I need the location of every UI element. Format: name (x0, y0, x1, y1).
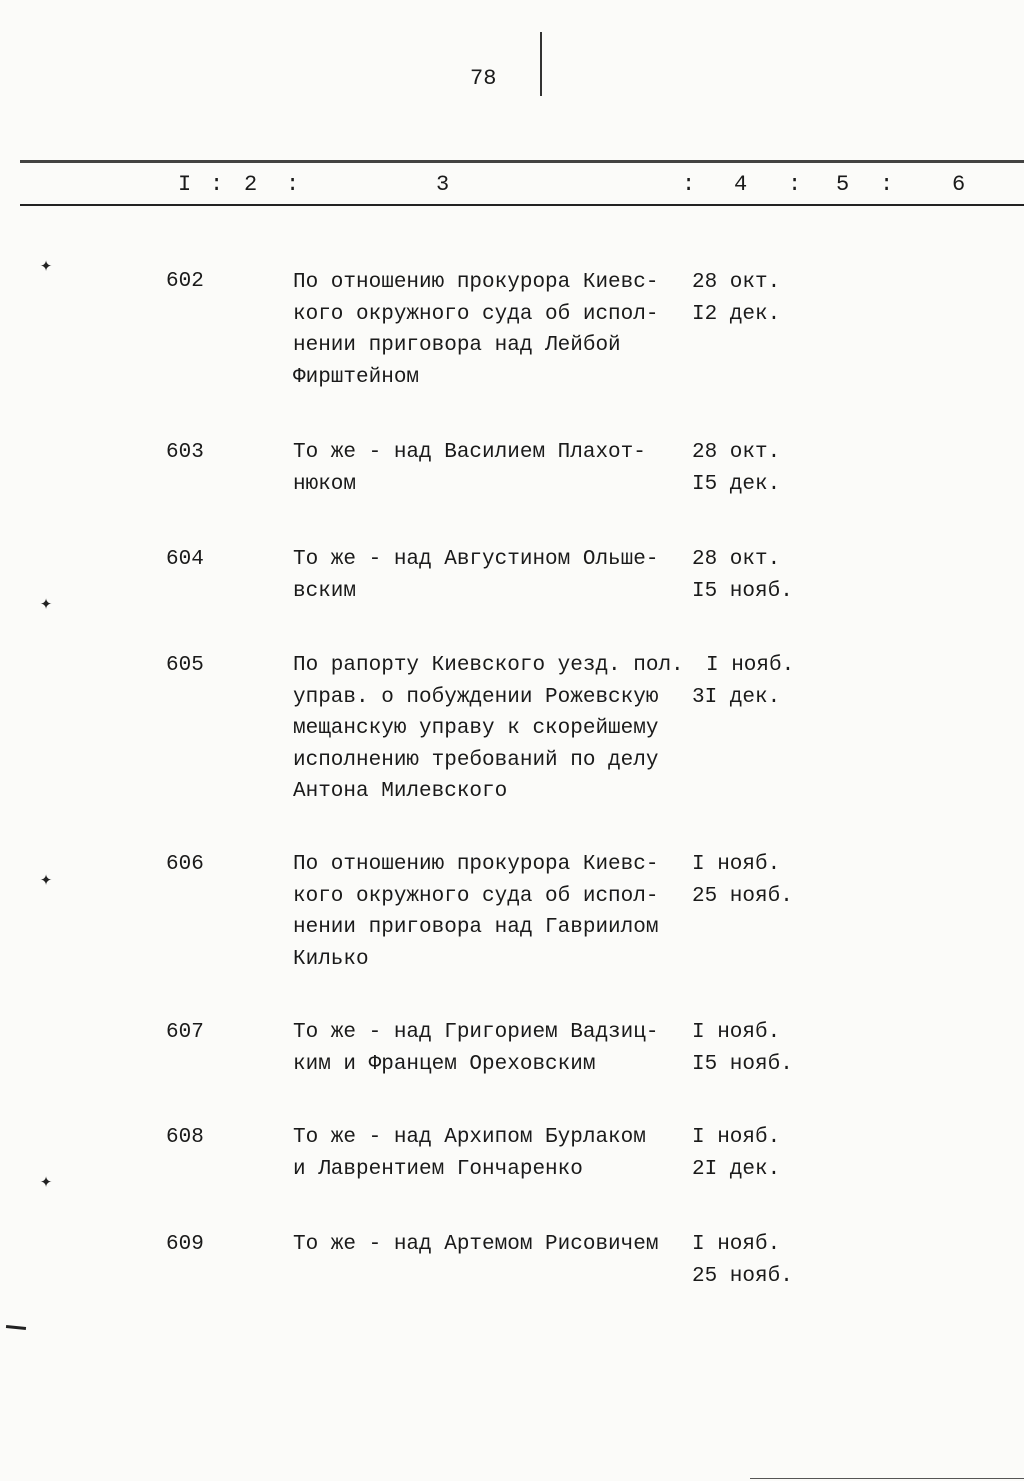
entry-line: нении приговора над Гавриилом (293, 916, 659, 939)
entry-dates (692, 1122, 780, 1185)
entry-line: нюком (293, 472, 357, 496)
entry-dates (692, 1017, 793, 1080)
entry-line: нении приговора над Лейбой (293, 334, 621, 357)
margin-mark (540, 32, 542, 96)
entry-line: То же - над Василием Плахот- (293, 441, 646, 464)
entry-line: ким и Францем Ореховским (293, 1052, 596, 1076)
entry-description (293, 650, 693, 808)
scan-artifact-dash (6, 1325, 26, 1330)
entry-date-end: I5 нояб. (692, 579, 793, 603)
entry-line: кого окружного суда об испол- (293, 302, 659, 326)
entry-description (293, 1122, 693, 1185)
column-separator: : (286, 172, 300, 197)
entry-line: По рапорту Киевского уезд. пол. (293, 654, 684, 677)
entry-description (293, 267, 693, 393)
column-header-3: 3 (436, 172, 450, 197)
entry-date-end: I2 дек. (692, 302, 781, 326)
entry-dates (692, 544, 793, 607)
entry-number: 605 (166, 654, 204, 677)
entry-date-start: I нояб. (706, 654, 795, 677)
entry-number: 602 (166, 270, 204, 293)
entry-dates (692, 437, 780, 500)
entry-date-end: 2I дек. (692, 1157, 781, 1181)
header-rule-bottom (20, 204, 1024, 206)
entry-line: управ. о побуждении Рожевскую (293, 685, 659, 709)
entry-line: Килько (293, 947, 369, 971)
column-header-2: 2 (244, 172, 258, 197)
entry-date-start: I нояб. (692, 1233, 781, 1256)
entry-date-end: 25 нояб. (692, 884, 793, 908)
column-separator: : (788, 172, 802, 197)
entry-line: исполнению требований по делу (293, 748, 659, 772)
entry-date-end: 3I дек. (692, 685, 781, 709)
entry-line: То же - над Архипом Бурлаком (293, 1126, 646, 1149)
entry-date-start: I нояб. (692, 1126, 781, 1149)
column-header-1: I (178, 172, 192, 197)
entry-dates (692, 650, 795, 713)
entry-line: То же - над Артемом Рисовичем (293, 1233, 659, 1256)
entry-date-start: 28 окт. (692, 548, 781, 571)
entry-number: 607 (166, 1021, 204, 1044)
entry-date-end: I5 дек. (692, 472, 781, 496)
column-separator: : (682, 172, 696, 197)
entry-line: вским (293, 579, 357, 603)
entry-description (293, 1229, 693, 1261)
entry-number: 608 (166, 1126, 204, 1149)
entry-number: 606 (166, 853, 204, 876)
entry-description (293, 544, 693, 607)
page-number: 78 (470, 66, 497, 91)
entry-line: мещанскую управу к скорейшему (293, 717, 659, 740)
entry-date-start: I нояб. (692, 853, 781, 876)
entry-line: и Лаврентием Гончаренко (293, 1157, 583, 1181)
entry-description (293, 849, 693, 975)
entry-line: То же - над Григорием Вадзиц- (293, 1021, 659, 1044)
entry-description (293, 1017, 693, 1080)
entry-line: То же - над Августином Ольше- (293, 548, 659, 571)
header-rule-top (20, 160, 1024, 163)
entry-line: кого окружного суда об испол- (293, 884, 659, 908)
scan-artifact-line (750, 1478, 1024, 1479)
entry-description (293, 437, 693, 500)
entry-date-end: I5 нояб. (692, 1052, 793, 1076)
entry-number: 603 (166, 441, 204, 464)
entry-dates (692, 1229, 793, 1292)
entry-line: Фирштейном (293, 365, 420, 389)
column-separator: : (210, 172, 224, 197)
column-header-6: 6 (952, 172, 966, 197)
column-header-5: 5 (836, 172, 850, 197)
entry-line: По отношению прокурора Киевс- (293, 271, 659, 294)
column-separator: : (880, 172, 894, 197)
entry-date-start: 28 окт. (692, 441, 781, 464)
entry-date-start: I нояб. (692, 1021, 781, 1044)
entry-date-end: 25 нояб. (692, 1264, 793, 1288)
entry-number: 604 (166, 548, 204, 571)
entry-line: Антона Милевского (293, 780, 508, 803)
entry-dates (692, 849, 793, 912)
entry-number: 609 (166, 1233, 204, 1256)
entry-date-start: 28 окт. (692, 271, 781, 294)
entry-line: По отношению прокурора Киевс- (293, 853, 659, 876)
column-header-4: 4 (734, 172, 748, 197)
entry-dates (692, 267, 780, 330)
